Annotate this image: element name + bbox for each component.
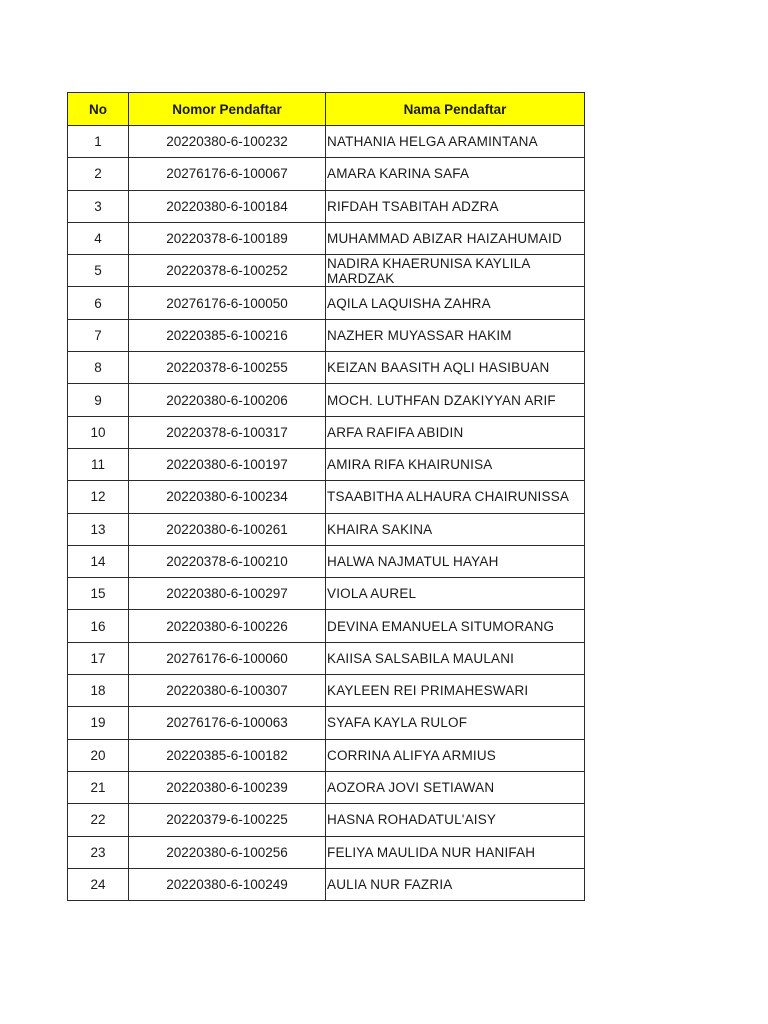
cell-nomor-pendaftar: 20220380-6-100232	[129, 126, 326, 158]
table-row	[68, 222, 585, 254]
cell-nomor-pendaftar: 20220385-6-100216	[129, 319, 326, 351]
table-row	[68, 448, 585, 480]
cell-no: 6	[68, 287, 129, 319]
cell-nomor-pendaftar: 20220380-6-100307	[129, 675, 326, 707]
cell-no: 24	[68, 868, 129, 900]
cell-nama-pendaftar: AOZORA JOVI SETIAWAN	[326, 771, 585, 803]
cell-nomor-pendaftar: 20220379-6-100225	[129, 804, 326, 836]
cell-nama-pendaftar: HASNA ROHADATUL'AISY	[326, 804, 585, 836]
cell-nomor-pendaftar: 20220378-6-100255	[129, 352, 326, 384]
cell-nomor-pendaftar: 20220380-6-100184	[129, 190, 326, 222]
cell-no: 7	[68, 319, 129, 351]
cell-nama-pendaftar: AMARA KARINA SAFA	[326, 158, 585, 190]
cell-nama-pendaftar: ARFA RAFIFA ABIDIN	[326, 416, 585, 448]
table-body	[68, 126, 585, 901]
table-row	[68, 642, 585, 674]
header-nama-pendaftar: Nama Pendaftar	[326, 93, 585, 126]
cell-nomor-pendaftar: 20220378-6-100317	[129, 416, 326, 448]
cell-nomor-pendaftar: 20220380-6-100297	[129, 578, 326, 610]
cell-nomor-pendaftar: 20220378-6-100189	[129, 222, 326, 254]
cell-nama-pendaftar: DEVINA EMANUELA SITUMORANG	[326, 610, 585, 642]
cell-no: 12	[68, 481, 129, 513]
cell-no: 13	[68, 513, 129, 545]
table-row	[68, 739, 585, 771]
cell-nomor-pendaftar: 20220380-6-100249	[129, 868, 326, 900]
cell-nama-pendaftar: VIOLA AUREL	[326, 578, 585, 610]
cell-no: 22	[68, 804, 129, 836]
table-row	[68, 481, 585, 513]
cell-nama-pendaftar: KAIISA SALSABILA MAULANI	[326, 642, 585, 674]
cell-nomor-pendaftar: 20220380-6-100256	[129, 836, 326, 868]
cell-nomor-pendaftar: 20220380-6-100226	[129, 610, 326, 642]
table-header-row	[68, 93, 585, 126]
cell-no: 10	[68, 416, 129, 448]
table-row	[68, 352, 585, 384]
table-row	[68, 707, 585, 739]
table-row	[68, 513, 585, 545]
header-no: No	[68, 93, 129, 126]
cell-nomor-pendaftar: 20220380-6-100197	[129, 448, 326, 480]
cell-nama-pendaftar: NADIRA KHAERUNISA KAYLILA MARDZAK	[326, 255, 585, 287]
cell-nama-pendaftar: KHAIRA SAKINA	[326, 513, 585, 545]
table-row	[68, 804, 585, 836]
cell-no: 9	[68, 384, 129, 416]
cell-nama-pendaftar: FELIYA MAULIDA NUR HANIFAH	[326, 836, 585, 868]
cell-nomor-pendaftar: 20220378-6-100252	[129, 255, 326, 287]
cell-nomor-pendaftar: 20220385-6-100182	[129, 739, 326, 771]
table-row	[68, 836, 585, 868]
cell-no: 11	[68, 448, 129, 480]
table-row	[68, 771, 585, 803]
table-row	[68, 675, 585, 707]
cell-nama-pendaftar: TSAABITHA ALHAURA CHAIRUNISSA	[326, 481, 585, 513]
table-row	[68, 126, 585, 158]
cell-nama-pendaftar: AULIA NUR FAZRIA	[326, 868, 585, 900]
table-row	[68, 384, 585, 416]
header-nomor-pendaftar: Nomor Pendaftar	[129, 93, 326, 126]
cell-nama-pendaftar: AMIRA RIFA KHAIRUNISA	[326, 448, 585, 480]
table-row	[68, 287, 585, 319]
cell-no: 20	[68, 739, 129, 771]
cell-nomor-pendaftar: 20276176-6-100050	[129, 287, 326, 319]
cell-nama-pendaftar: KAYLEEN REI PRIMAHESWARI	[326, 675, 585, 707]
table-row	[68, 416, 585, 448]
cell-nama-pendaftar: CORRINA ALIFYA ARMIUS	[326, 739, 585, 771]
cell-no: 3	[68, 190, 129, 222]
cell-no: 2	[68, 158, 129, 190]
cell-nama-pendaftar: AQILA LAQUISHA ZAHRA	[326, 287, 585, 319]
cell-no: 19	[68, 707, 129, 739]
cell-nomor-pendaftar: 20220380-6-100261	[129, 513, 326, 545]
cell-nama-pendaftar: SYAFA KAYLA RULOF	[326, 707, 585, 739]
cell-nama-pendaftar: KEIZAN BAASITH AQLI HASIBUAN	[326, 352, 585, 384]
cell-no: 5	[68, 255, 129, 287]
cell-nama-pendaftar: NAZHER MUYASSAR HAKIM	[326, 319, 585, 351]
cell-no: 23	[68, 836, 129, 868]
cell-nomor-pendaftar: 20276176-6-100063	[129, 707, 326, 739]
cell-nama-pendaftar: MOCH. LUTHFAN DZAKIYYAN ARIF	[326, 384, 585, 416]
cell-nama-pendaftar: HALWA NAJMATUL HAYAH	[326, 545, 585, 577]
registrant-table	[67, 92, 585, 901]
table-row	[68, 868, 585, 900]
table-row	[68, 190, 585, 222]
cell-no: 17	[68, 642, 129, 674]
cell-nomor-pendaftar: 20220380-6-100206	[129, 384, 326, 416]
table-row	[68, 610, 585, 642]
cell-nomor-pendaftar: 20220378-6-100210	[129, 545, 326, 577]
cell-no: 16	[68, 610, 129, 642]
table-row	[68, 578, 585, 610]
table-row	[68, 158, 585, 190]
cell-no: 4	[68, 222, 129, 254]
cell-nama-pendaftar: NATHANIA HELGA ARAMINTANA	[326, 126, 585, 158]
cell-no: 14	[68, 545, 129, 577]
cell-no: 8	[68, 352, 129, 384]
cell-nama-pendaftar: RIFDAH TSABITAH ADZRA	[326, 190, 585, 222]
cell-no: 21	[68, 771, 129, 803]
cell-nomor-pendaftar: 20220380-6-100234	[129, 481, 326, 513]
table-row	[68, 319, 585, 351]
cell-no: 15	[68, 578, 129, 610]
table-row	[68, 545, 585, 577]
table-row	[68, 255, 585, 287]
cell-nomor-pendaftar: 20276176-6-100060	[129, 642, 326, 674]
cell-nomor-pendaftar: 20276176-6-100067	[129, 158, 326, 190]
cell-no: 1	[68, 126, 129, 158]
cell-nama-pendaftar: MUHAMMAD ABIZAR HAIZAHUMAID	[326, 222, 585, 254]
cell-no: 18	[68, 675, 129, 707]
cell-nomor-pendaftar: 20220380-6-100239	[129, 771, 326, 803]
